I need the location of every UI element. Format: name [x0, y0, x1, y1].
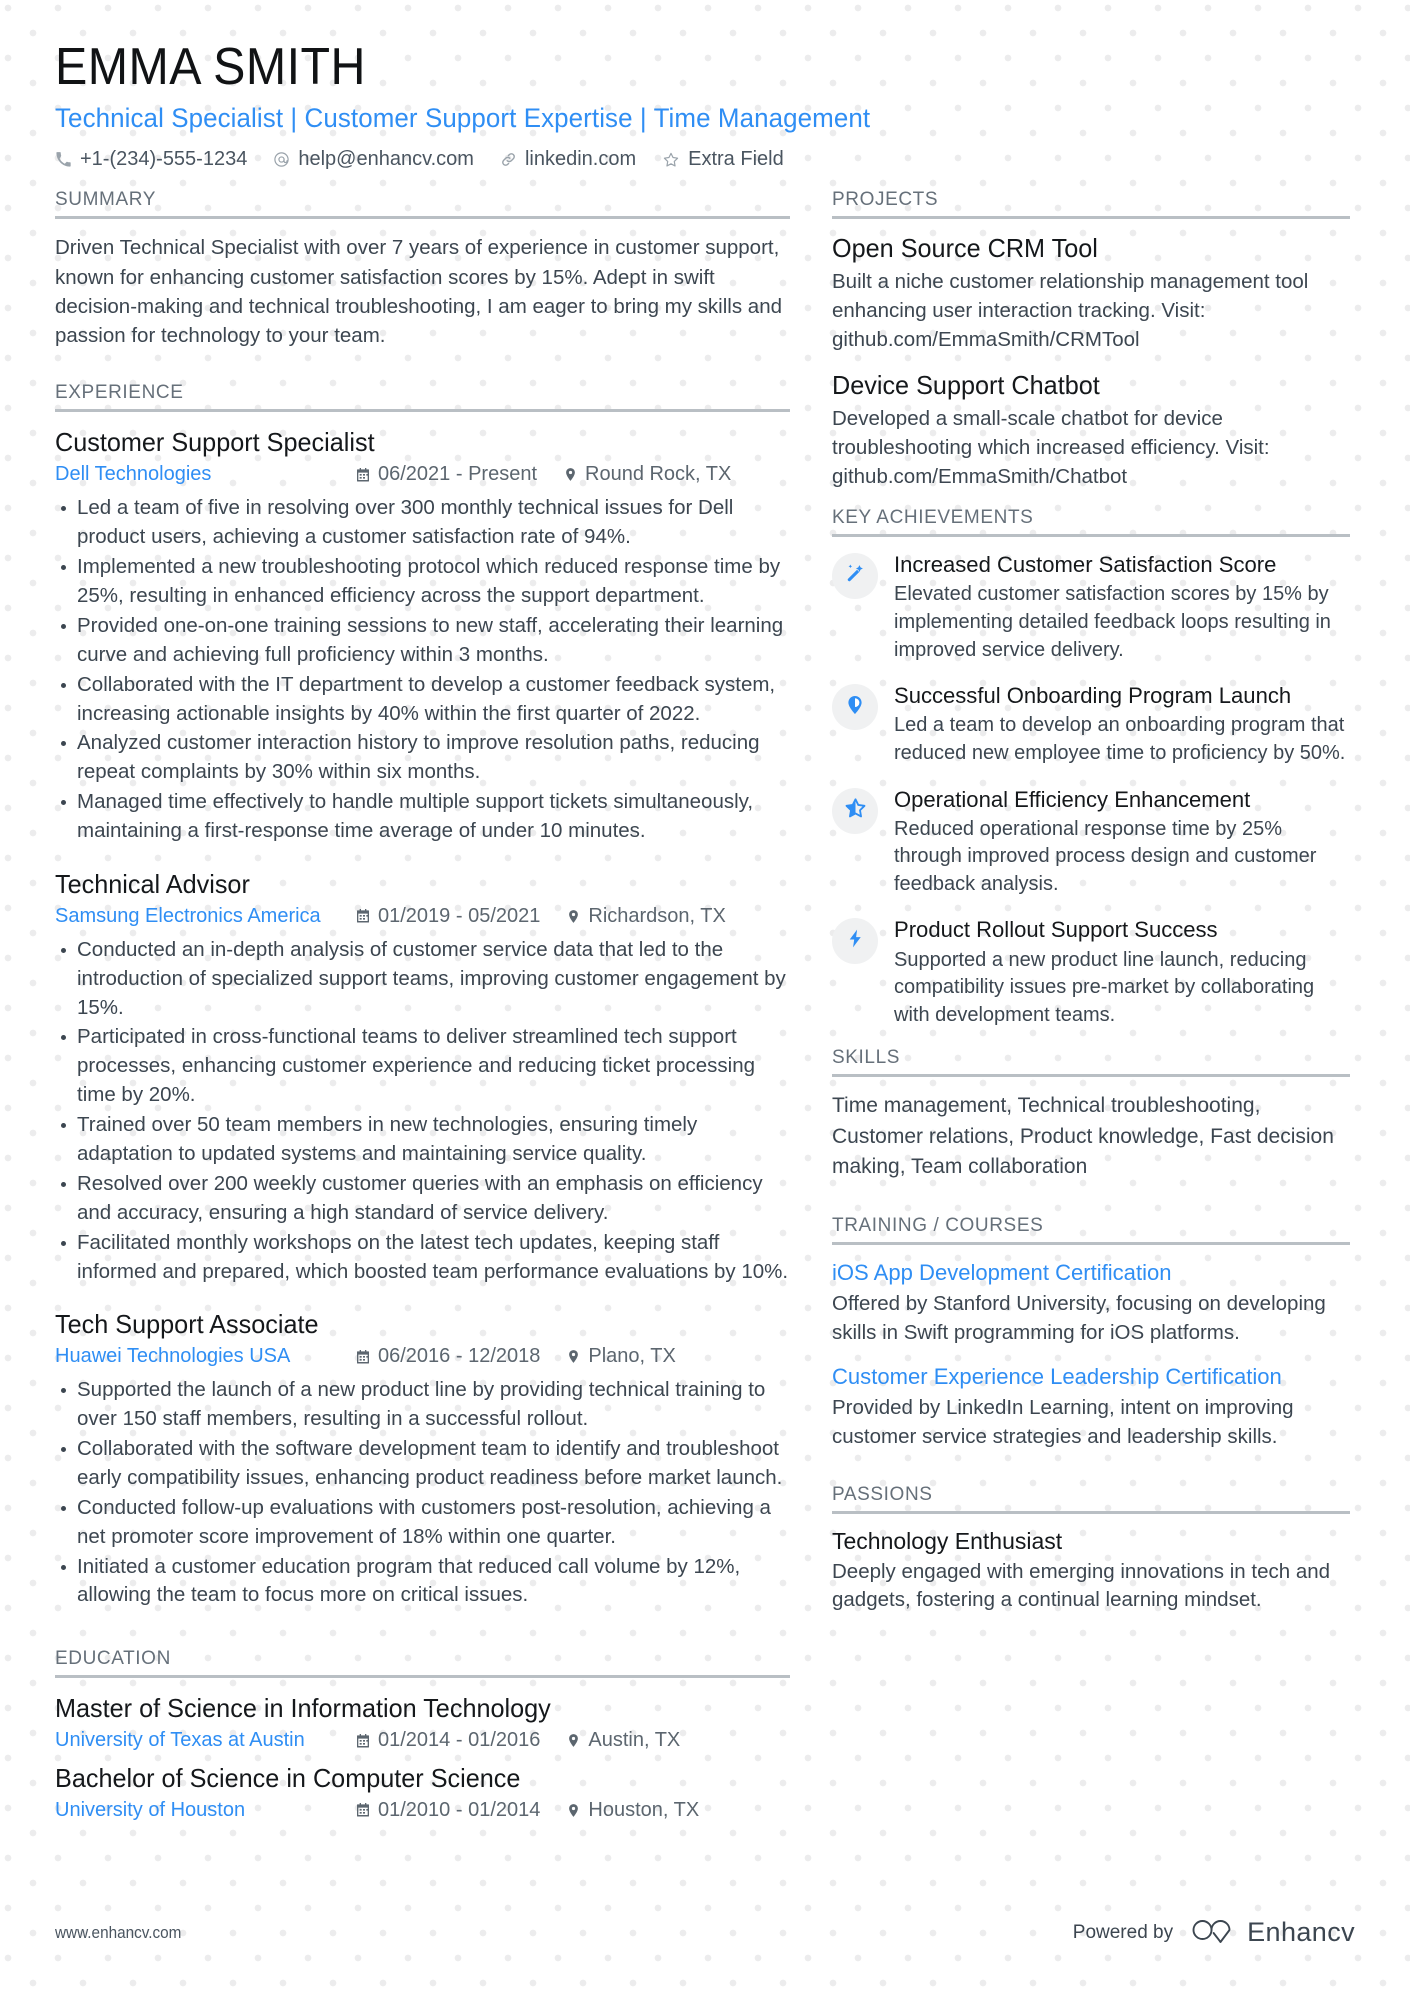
- job-title: Customer Support Specialist: [55, 427, 375, 458]
- passion-entry: [832, 1528, 1350, 1615]
- map-pin-icon: [563, 467, 578, 482]
- phone-icon: [55, 151, 72, 168]
- education-meta: [55, 1799, 790, 1822]
- section-title-training-courses: TRAINING / COURSES: [832, 1214, 1044, 1236]
- star-badge-icon: [844, 797, 867, 825]
- degree-title: Master of Science in Information Technology: [55, 1693, 551, 1724]
- job-bullet: Provided one-on-one training sessions to new staff, accelerating their learning curve and achieving full proficiency within 3 months.: [55, 612, 790, 670]
- passion-description: Deeply engaged with emerging innovations in tech and gadgets, fostering a continual learning mindset.: [832, 1559, 1331, 1612]
- education-dates: [355, 1729, 540, 1752]
- project-description: Developed a small-scale chatbot for device troubleshooting which increased efficiency. Visit: github.com/EmmaSmith/Chatbot: [832, 407, 1270, 488]
- job-location: [563, 463, 731, 486]
- section-title-skills: SKILLS: [832, 1047, 901, 1069]
- enhancv-wordmark: Enhancv: [1247, 1917, 1355, 1947]
- achievement-body: [894, 786, 1350, 899]
- job-meta: [55, 1345, 790, 1368]
- page-title: EMMA SMITH: [55, 38, 366, 96]
- job-title: Tech Support Associate: [55, 1309, 319, 1340]
- achievement-title: Increased Customer Satisfaction Score: [894, 552, 1277, 578]
- calendar-icon: [355, 1349, 371, 1365]
- job-location-text: Plano, TX: [588, 1345, 676, 1368]
- contact-row: [55, 148, 1355, 171]
- company-name[interactable]: Huawei Technologies USA: [55, 1345, 291, 1368]
- achievement-body: [894, 682, 1350, 767]
- calendar-icon: [355, 908, 371, 924]
- experience-entry: [55, 1308, 790, 1610]
- education-location: [566, 1799, 699, 1822]
- contact-extra-field-text: Extra Field: [688, 148, 784, 171]
- contact-extra-field[interactable]: [662, 148, 784, 171]
- section-rule: [55, 409, 790, 412]
- powered-by-label: Powered by: [1072, 1921, 1174, 1943]
- calendar-icon: [355, 1733, 371, 1749]
- job-dates-text: 06/2021 - Present: [378, 463, 537, 486]
- job-bullet: Supported the launch of a new product line by providing technical training to over 150 staff members, resulting in a successful rollout.: [55, 1376, 790, 1434]
- professional-headline: Technical Specialist | Customer Support Expertise | Time Management: [55, 103, 871, 134]
- enhancv-logo: [1191, 1916, 1355, 1949]
- section-experience: [55, 382, 790, 1610]
- section-title-key-achievements: KEY ACHIEVEMENTS: [832, 507, 1034, 529]
- section-rule: [832, 534, 1350, 537]
- job-bullet: Led a team of five in resolving over 300 monthly technical issues for Dell product users, achieving a customer satisfaction rate of 94%.: [55, 494, 790, 552]
- experience-entry: [55, 426, 790, 845]
- job-meta: [55, 905, 790, 928]
- education-location-text: Houston, TX: [588, 1798, 700, 1821]
- project-name: Device Support Chatbot: [832, 370, 1100, 401]
- contact-linkedin-text: linkedin.com: [524, 148, 637, 171]
- job-meta: [55, 463, 790, 486]
- job-bullet: Managed time effectively to handle multiple support tickets simultaneously, maintaining a first-response time average of under 10 minutes.: [55, 788, 790, 846]
- footer-url[interactable]: www.enhancv.com: [55, 1922, 182, 1942]
- company-name[interactable]: Samsung Electronics America: [55, 904, 321, 927]
- achievement-description: Elevated customer satisfaction scores by 15% by implementing detailed feedback loops resulting in improved service delivery.: [894, 583, 1331, 661]
- job-location: [566, 1345, 675, 1368]
- page-footer: [0, 1916, 1410, 1949]
- section-rule: [55, 216, 790, 219]
- contact-phone[interactable]: [55, 148, 247, 171]
- experience-entry: [55, 868, 790, 1286]
- course-entry: [832, 1259, 1350, 1348]
- enhancv-mark-icon: [1191, 1916, 1237, 1949]
- section-rule: [832, 1511, 1350, 1514]
- section-training-courses: [832, 1215, 1350, 1452]
- job-bullet: Implemented a new troubleshooting protocol which reduced response time by 25%, resulting in enhanced efficiency across the support department.: [55, 553, 790, 611]
- achievement-description: Reduced operational response time by 25% through improved process design and customer feedback analysis.: [894, 817, 1317, 895]
- contact-linkedin[interactable]: [500, 148, 636, 171]
- contact-email-text: help@enhancv.com: [298, 148, 474, 171]
- job-bullet: Trained over 50 team members in new technologies, ensuring timely adaptation to updated systems and maintaining service quality.: [55, 1111, 790, 1169]
- right-column: [832, 189, 1350, 1621]
- project-description: Built a niche customer relationship management tool enhancing user interaction tracking. Visit: github.com/EmmaSmith/CRMTool: [832, 270, 1309, 351]
- job-location-text: Richardson, TX: [588, 904, 726, 927]
- job-dates-text: 01/2019 - 05/2021: [378, 904, 541, 927]
- map-pin-icon: [566, 909, 581, 924]
- course-name[interactable]: iOS App Development Certification: [832, 1259, 1172, 1285]
- passion-name: Technology Enthusiast: [832, 1527, 1063, 1554]
- education-location: [566, 1729, 680, 1752]
- job-bullet: Participated in cross-functional teams to deliver streamlined tech support processes, enhancing customer experience and reducing ticket processing time by 20%.: [55, 1023, 790, 1110]
- achievement-description: Led a team to develop an onboarding program that reduced new employee time to proficiency by 50%.: [894, 714, 1346, 764]
- star-icon: [662, 151, 680, 169]
- project-entry: [832, 233, 1350, 354]
- job-bullet: Collaborated with the IT department to develop a customer feedback system, increasing actionable insights by 40% within the first quarter of 2022.: [55, 671, 790, 729]
- achievement-title: Operational Efficiency Enhancement: [894, 786, 1251, 812]
- section-title-passions: PASSIONS: [832, 1483, 933, 1505]
- achievement-item: [832, 786, 1350, 899]
- job-dates: [355, 905, 540, 928]
- lightning-bolt-icon: [845, 928, 866, 954]
- section-education: [55, 1648, 790, 1822]
- achievement-badge: [832, 918, 878, 964]
- job-bullets: [55, 494, 790, 846]
- summary-text: Driven Technical Specialist with over 7 years of experience in customer support, known for enhancing customer satisfaction scores by 15%. Adept in swift decision-making and technical troubleshooting, I am eager to bring my skills and passion for technology to your team.: [55, 236, 782, 348]
- job-location: [566, 905, 725, 928]
- calendar-icon: [355, 1802, 371, 1818]
- resume-body: [55, 189, 1355, 1832]
- job-bullet: Conducted an in-depth analysis of customer service data that led to the introduction of specialized support teams, improving customer engagement by 15%.: [55, 936, 790, 1023]
- job-location-text: Round Rock, TX: [585, 463, 732, 486]
- section-title-summary: SUMMARY: [55, 189, 156, 211]
- skills-text: Time management, Technical troubleshooting, Customer relations, Product knowledge, Fast decision making, Team collaboration: [832, 1094, 1334, 1179]
- course-description: Offered by Stanford University, focusing on developing skills in Swift programming for iOS platforms.: [832, 1291, 1326, 1344]
- contact-phone-text: +1-(234)-555-1234: [80, 148, 248, 171]
- link-icon: [500, 151, 517, 168]
- project-name: Open Source CRM Tool: [832, 233, 1098, 264]
- job-bullets: [55, 1376, 790, 1610]
- map-pin-icon: [566, 1803, 581, 1818]
- education-entry: [55, 1762, 790, 1822]
- job-bullets: [55, 936, 790, 1287]
- school-name[interactable]: University of Texas at Austin: [55, 1729, 305, 1752]
- section-rule: [832, 1074, 1350, 1077]
- achievement-body: [894, 551, 1350, 664]
- job-dates-text: 06/2016 - 12/2018: [378, 1345, 541, 1368]
- job-dates: [355, 1345, 540, 1368]
- education-location-text: Austin, TX: [588, 1729, 681, 1752]
- education-entry: [55, 1692, 790, 1752]
- map-pin-icon: [566, 1349, 581, 1364]
- achievement-item: [832, 916, 1350, 1029]
- achievement-badge: [832, 788, 878, 834]
- school-name[interactable]: University of Houston: [55, 1798, 246, 1821]
- email-icon: [273, 151, 290, 168]
- course-entry: [832, 1363, 1350, 1452]
- education-dates-text: 01/2010 - 01/2014: [378, 1798, 541, 1821]
- company-name[interactable]: Dell Technologies: [55, 463, 212, 486]
- achievement-item: [832, 551, 1350, 664]
- section-passions: [832, 1484, 1350, 1615]
- section-summary: [55, 189, 790, 350]
- section-skills: [832, 1047, 1350, 1182]
- job-bullet: Collaborated with the software development team to identify and troubleshoot early compatibility issues, enhancing product readiness before market launch.: [55, 1435, 790, 1493]
- map-pin-icon: [566, 1733, 581, 1748]
- section-rule: [832, 216, 1350, 219]
- achievement-item: [832, 682, 1350, 767]
- project-entry: [832, 370, 1350, 491]
- section-title-education: EDUCATION: [55, 1648, 171, 1670]
- map-pin-icon: [844, 694, 866, 721]
- calendar-icon: [355, 467, 371, 483]
- education-dates-text: 01/2014 - 01/2016: [378, 1729, 541, 1752]
- achievement-body: [894, 916, 1350, 1029]
- achievement-title: Successful Onboarding Program Launch: [894, 683, 1292, 709]
- section-projects: [832, 189, 1350, 491]
- achievement-badge: [832, 553, 878, 599]
- achievement-title: Product Rollout Support Success: [894, 917, 1218, 943]
- section-title-experience: EXPERIENCE: [55, 382, 184, 404]
- contact-email[interactable]: [273, 148, 474, 171]
- education-meta: [55, 1729, 790, 1752]
- job-dates: [355, 463, 537, 486]
- magic-wand-icon: [844, 562, 867, 590]
- course-name[interactable]: Customer Experience Leadership Certification: [832, 1364, 1282, 1390]
- section-key-achievements: [832, 507, 1350, 1029]
- achievement-description: Supported a new product line launch, reducing compatibility issues pre-market by collaborating with development teams.: [894, 948, 1315, 1026]
- job-title: Technical Advisor: [55, 868, 250, 899]
- section-rule: [832, 1242, 1350, 1245]
- job-bullet: Facilitated monthly workshops on the latest tech updates, keeping staff informed and prepared, which boosted team performance evaluations by 10%.: [55, 1229, 790, 1287]
- job-bullet: Analyzed customer interaction history to improve resolution paths, reducing repeat complaints by 30% within six months.: [55, 729, 790, 787]
- degree-title: Bachelor of Science in Computer Science: [55, 1763, 521, 1794]
- section-rule: [55, 1675, 790, 1678]
- resume-header: [55, 38, 1355, 171]
- section-title-projects: PROJECTS: [832, 189, 939, 211]
- achievement-badge: [832, 684, 878, 730]
- education-dates: [355, 1799, 540, 1822]
- left-column: [55, 189, 790, 1832]
- job-bullet: Conducted follow-up evaluations with customers post-resolution, achieving a net promoter score improvement of 18% within one quarter.: [55, 1494, 790, 1552]
- job-bullet: Resolved over 200 weekly customer queries with an emphasis on efficiency and accuracy, ensuring a high standard of service delivery.: [55, 1170, 790, 1228]
- job-bullet: Initiated a customer education program that reduced call volume by 12%, allowing the team to focus more on critical issues.: [55, 1553, 790, 1611]
- footer-brand: [1073, 1916, 1355, 1949]
- course-description: Provided by LinkedIn Learning, intent on improving customer service strategies and leadership skills.: [832, 1396, 1294, 1449]
